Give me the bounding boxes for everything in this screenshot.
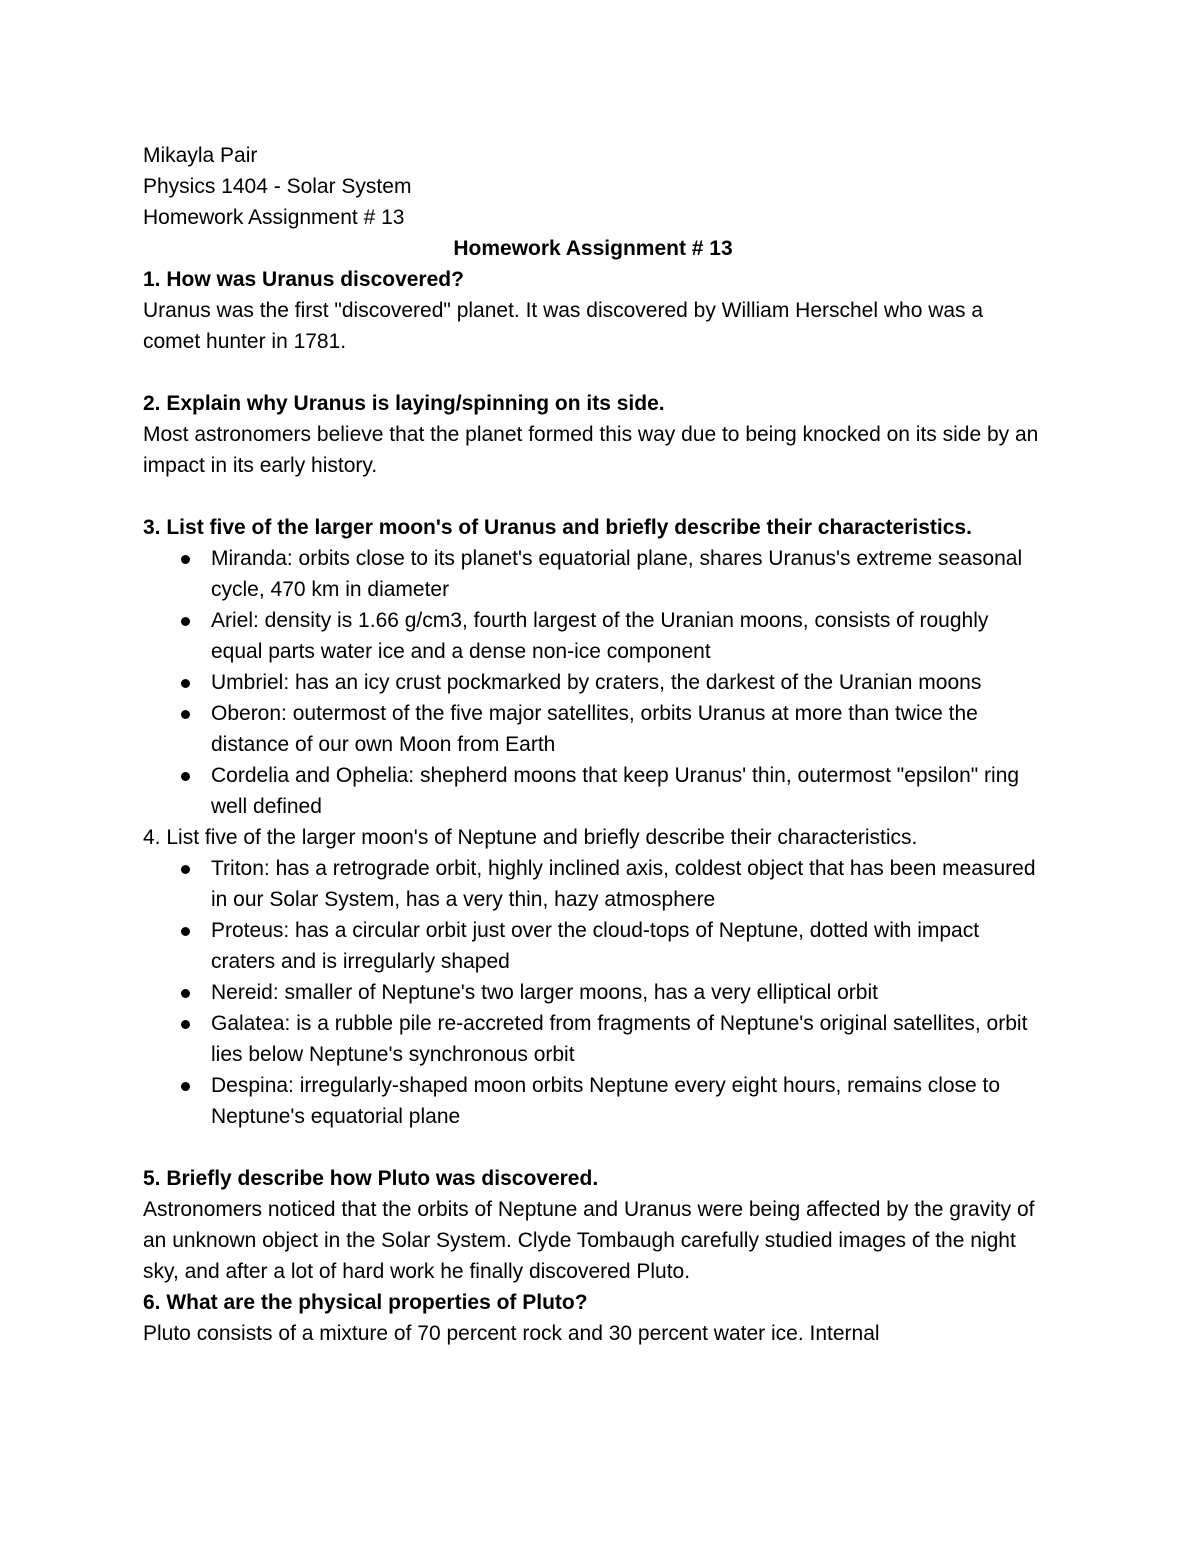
question-3: 3. List five of the larger moon's of Uranus and briefly describe their characteristics. [143, 516, 972, 539]
question-5: 5. Briefly describe how Pluto was discovered. [143, 1167, 599, 1190]
list-item: Miranda: orbits close to its planet's equatorial plane, shares Uranus's extreme seasonal cycle, 470 km in diameter [143, 543, 1043, 605]
list-item: Proteus: has a circular orbit just over the cloud-tops of Neptune, dotted with impact craters and is irregularly shaped [143, 915, 1043, 977]
student-name: Mikayla Pair [143, 144, 258, 167]
answer-5: Astronomers noticed that the orbits of Neptune and Uranus were being affected by the gravity of an unknown object in the Solar System. Clyde Tombaugh carefully studied images of the night sky, and after a lot of hard work he finally discovered Pluto. [143, 1198, 1035, 1283]
list-item: Despina: irregularly-shaped moon orbits Neptune every eight hours, remains close to Neptune's equatorial plane [143, 1070, 1043, 1132]
list-item: Oberon: outermost of the five major satellites, orbits Uranus at more than twice the distance of our own Moon from Earth [143, 698, 1043, 760]
question-6: 6. What are the physical properties of Pluto? [143, 1291, 588, 1314]
answer-6: Pluto consists of a mixture of 70 percent rock and 30 percent water ice. Internal [143, 1322, 880, 1345]
list-item: Triton: has a retrograde orbit, highly inclined axis, coldest object that has been measured in our Solar System, has a very thin, hazy atmosphere [143, 853, 1043, 915]
list-item: Nereid: smaller of Neptune's two larger moons, has a very elliptical orbit [143, 977, 1043, 1008]
document-page [143, 140, 1043, 1349]
spacer [143, 357, 1043, 388]
spacer [143, 1132, 1043, 1163]
document-title: Homework Assignment # 13 [453, 237, 733, 260]
question-2: 2. Explain why Uranus is laying/spinning on its side. [143, 392, 665, 415]
uranus-moons-list [143, 543, 1043, 822]
answer-2: Most astronomers believe that the planet formed this way due to being knocked on its side by an impact in its early history. [143, 423, 1039, 477]
answer-1: Uranus was the first "discovered" planet. It was discovered by William Herschel who was a comet hunter in 1781. [143, 299, 984, 353]
question-4: 4. List five of the larger moon's of Neptune and briefly describe their characteristics. [143, 826, 918, 849]
neptune-moons-list [143, 853, 1043, 1132]
question-1: 1. How was Uranus discovered? [143, 268, 464, 291]
list-item: Ariel: density is 1.66 g/cm3, fourth largest of the Uranian moons, consists of roughly equal parts water ice and a dense non-ice component [143, 605, 1043, 667]
spacer [143, 481, 1043, 512]
list-item: Galatea: is a rubble pile re-accreted from fragments of Neptune's original satellites, orbit lies below Neptune's synchronous orbit [143, 1008, 1043, 1070]
list-item: Cordelia and Ophelia: shepherd moons that keep Uranus' thin, outermost "epsilon" ring well defined [143, 760, 1043, 822]
assignment-label: Homework Assignment # 13 [143, 206, 405, 229]
course-name: Physics 1404 - Solar System [143, 175, 412, 198]
list-item: Umbriel: has an icy crust pockmarked by craters, the darkest of the Uranian moons [143, 667, 1043, 698]
